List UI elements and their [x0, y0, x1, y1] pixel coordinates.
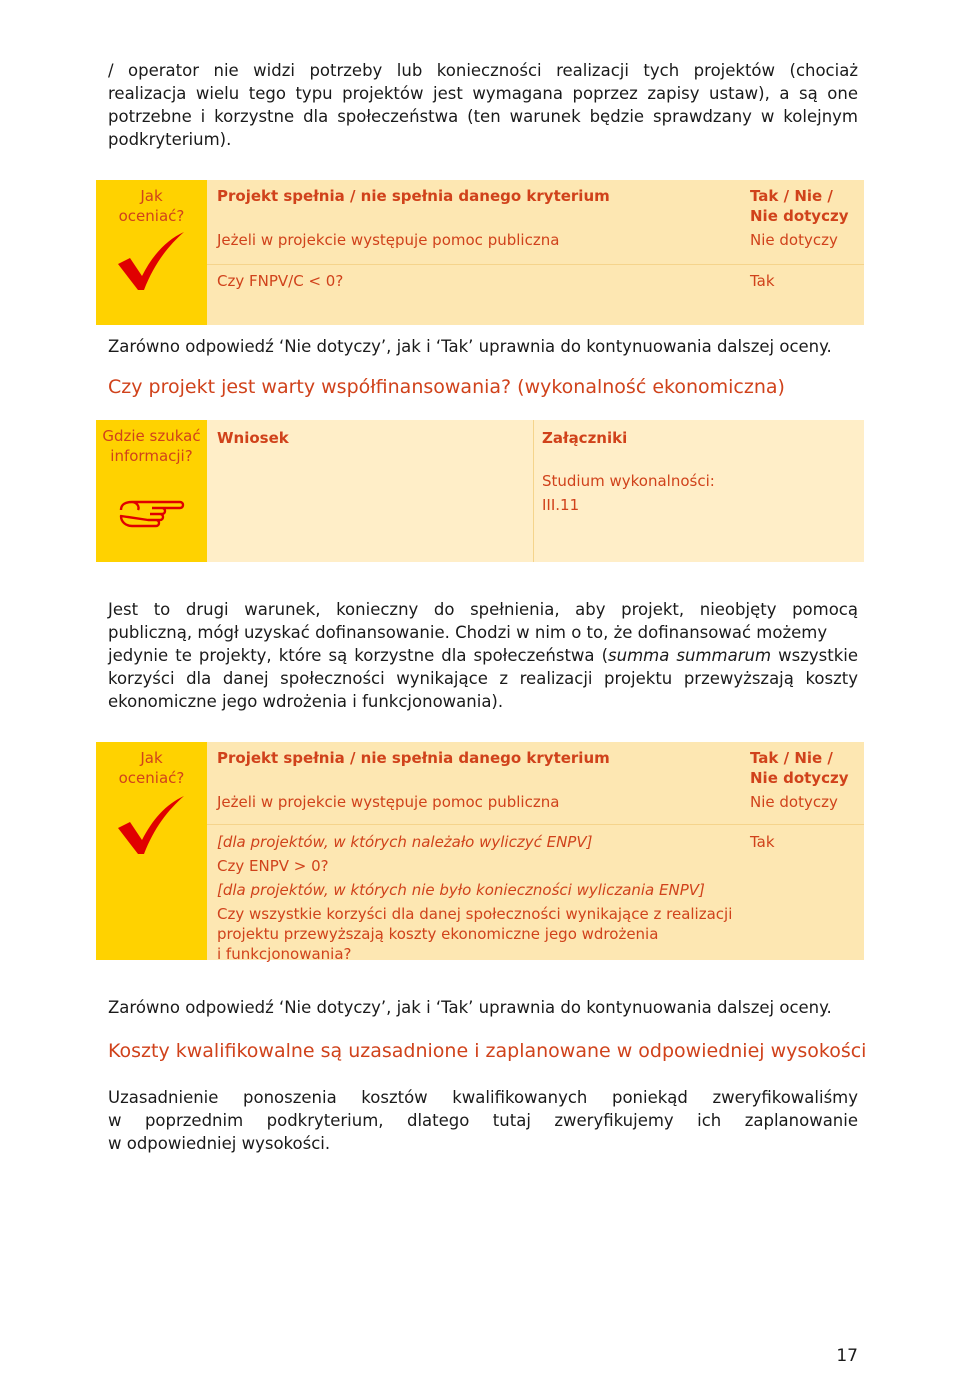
intro-line: / operator nie widzi potrzeby lub konieczności realizacji tych projektów (chociaż: [108, 61, 858, 80]
intro-line: potrzebne i korzystne dla społeczeństwa (ten warunek będzie sprawdzany w kolejnym: [108, 107, 858, 126]
condition-note: [dla projektów, w których nie było konieczności wyliczania ENPV]: [217, 881, 705, 899]
body-line: Uzasadnienie ponoszenia kosztów kwalifikowanych poniekąd zweryfikowaliśmy: [108, 1088, 858, 1107]
body-line: korzyści dla danej społeczności wynikające z realizacji projektu przewyższają koszty: [108, 669, 858, 688]
condition-note: [dla projektów, w których należało wyliczyć ENPV]: [217, 833, 593, 851]
note-text: ’, jak i ‘: [380, 998, 442, 1017]
note-text: Tak: [441, 998, 469, 1017]
criterion-header: Projekt spełnia / nie spełnia danego kryterium: [217, 187, 610, 205]
answer-header-line: Tak / Nie /: [750, 749, 833, 767]
question-text: Jeżeli w projekcie występuje pomoc publiczna: [217, 231, 560, 249]
note-text: ’ uprawnia do kontynuowania dalszej oceny.: [468, 998, 832, 1017]
question-text: [217, 904, 732, 964]
info-source-side-panel: [96, 420, 207, 562]
answer-header-line: Nie dotyczy: [750, 769, 849, 787]
intro-line: realizacja wielu tego typu projektów jest wymagana poprzez zapisy ustaw), a są one: [108, 84, 858, 103]
italic-phrase: summa summarum: [608, 646, 772, 665]
question-text: Czy ENPV > 0?: [217, 857, 329, 875]
info-source-table: [207, 420, 864, 562]
answer-header: [750, 186, 848, 226]
assessment-table: [207, 180, 864, 325]
page-number: 17: [836, 1346, 858, 1366]
checkmark-icon: [116, 794, 186, 868]
attachment-ref: Studium wykonalności:: [542, 472, 715, 490]
continuation-note: [108, 996, 858, 1019]
body-line: jedynie te projekty, które są korzystne dla społeczeństwa (summa summarum wszystkie: [108, 646, 859, 665]
column-divider: [533, 420, 534, 562]
continuation-note: [108, 335, 858, 358]
row-divider: [207, 264, 864, 265]
column-title: Wniosek: [217, 429, 289, 447]
note-text: Nie dotyczy: [284, 337, 381, 356]
answer-header: [750, 748, 848, 788]
note-text: Zarówno odpowiedź ‘: [108, 337, 285, 356]
row-divider: [207, 824, 864, 825]
attachment-ref: III.11: [542, 496, 580, 514]
column-title: Załączniki: [542, 429, 628, 447]
question-line: Czy wszystkie korzyści dla danej społeczności wynikające z realizacji: [217, 905, 733, 923]
answer-header-line: Tak / Nie /: [750, 187, 833, 205]
body-line: publiczną, mógł uzyskać dofinansowanie. Chodzi w nim o to, że dofinansować możemy: [108, 623, 828, 642]
note-text: ’, jak i ‘: [380, 337, 442, 356]
answer-text: Nie dotyczy: [750, 231, 838, 249]
note-text: Nie dotyczy: [284, 998, 381, 1017]
checkmark-icon: [116, 230, 186, 304]
assessment-side-panel: [96, 742, 207, 960]
section-heading: Koszty kwalifikowalne są uzasadnione i zaplanowane w odpowiedniej wysokości: [108, 1040, 867, 1062]
intro-paragraph: [108, 59, 858, 151]
intro-line: podkryterium).: [108, 130, 232, 149]
body-line: w odpowiedniej wysokości.: [108, 1134, 331, 1153]
question-line: i funkcjonowania?: [217, 945, 352, 963]
question-line: projektu przewyższają koszty ekonomiczne jego wdrożenia: [217, 925, 659, 943]
assessment-side-panel: [96, 180, 207, 325]
side-label: informacji?: [110, 447, 193, 465]
side-label: Gdzie szukać: [102, 427, 201, 445]
section-heading: Czy projekt jest warty współfinansowania? (wykonalność ekonomiczna): [108, 376, 785, 398]
assessment-table: [207, 742, 864, 963]
body-paragraph: [108, 1086, 858, 1155]
body-line: ekonomiczne jego wdrożenia i funkcjonowania).: [108, 692, 504, 711]
body-line: Jest to drugi warunek, konieczny do spełnienia, aby projekt, nieobjęty pomocą: [108, 600, 858, 619]
answer-header-line: Nie dotyczy: [750, 207, 849, 225]
note-text: Tak: [441, 337, 469, 356]
side-label: Jak: [140, 749, 163, 767]
answer-text: Nie dotyczy: [750, 793, 838, 811]
criterion-header: Projekt spełnia / nie spełnia danego kryterium: [217, 749, 610, 767]
question-text: Jeżeli w projekcie występuje pomoc publiczna: [217, 793, 560, 811]
answer-text: Tak: [750, 272, 775, 290]
pointing-hand-icon: [118, 496, 186, 540]
answer-text: Tak: [750, 833, 775, 851]
body-line: w poprzednim podkryterium, dlatego tutaj zweryfikujemy ich zaplanowanie: [108, 1111, 858, 1130]
body-paragraph: [108, 598, 858, 713]
side-label: oceniać?: [118, 769, 185, 787]
side-label: Jak: [140, 187, 163, 205]
note-text: Zarówno odpowiedź ‘: [108, 998, 285, 1017]
question-text: Czy FNPV/C < 0?: [217, 272, 344, 290]
note-text: ’ uprawnia do kontynuowania dalszej oceny.: [468, 337, 832, 356]
side-label: oceniać?: [118, 207, 185, 225]
